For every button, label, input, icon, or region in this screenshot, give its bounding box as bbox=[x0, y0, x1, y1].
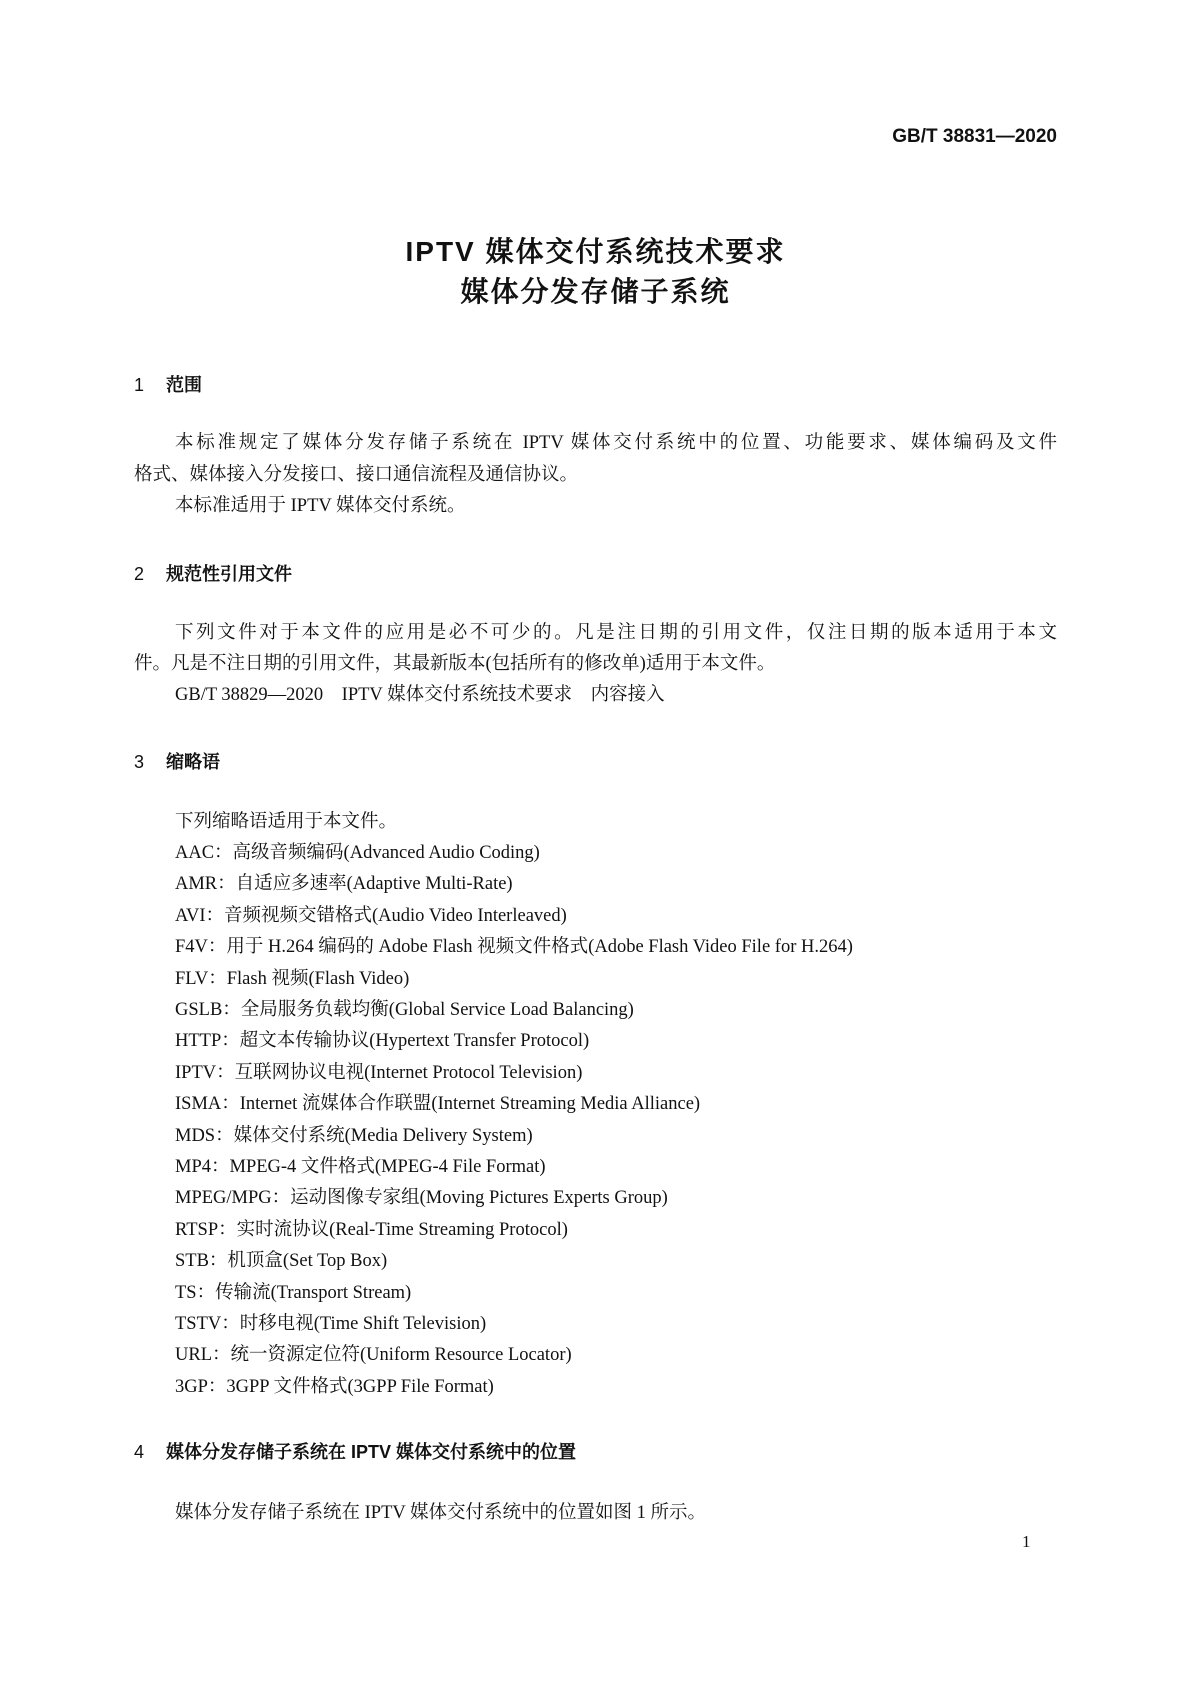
section-number: 3 bbox=[134, 752, 145, 772]
abbreviation-item: RTSP：实时流协议(Real-Time Streaming Protocol) bbox=[175, 1219, 568, 1240]
paragraph-line: 下列文件对于本文件的应用是必不可少的。凡是注日期的引用文件，仅注日期的版本适用于本文 bbox=[175, 623, 1057, 643]
abbreviation-item: MPEG/MPG：运动图像专家组(Moving Pictures Experts Group) bbox=[175, 1188, 668, 1209]
section-number: 1 bbox=[134, 375, 145, 395]
abbreviation-item: MP4：MPEG-4 文件格式(MPEG-4 File Format) bbox=[175, 1157, 546, 1177]
paragraph-line: 本标准规定了媒体分发存储子系统在 IPTV 媒体交付系统中的位置、功能要求、媒体编码及文件 bbox=[175, 433, 1057, 453]
section-heading-1 bbox=[134, 371, 202, 397]
section-heading-2 bbox=[134, 560, 292, 586]
paragraph-line: 本标准适用于 IPTV 媒体交付系统。 bbox=[175, 496, 466, 516]
section-title: 规范性引用文件 bbox=[166, 564, 292, 584]
abbreviation-item: AMR：自适应多速率(Adaptive Multi-Rate) bbox=[175, 874, 513, 895]
abbreviation-item: AVI：音频视频交错格式(Audio Video Interleaved) bbox=[175, 905, 567, 926]
abbreviation-item: F4V：用于 H.264 编码的 Adobe Flash 视频文件格式(Adobe Flash Video File for H.264) bbox=[175, 937, 853, 958]
document-title: IPTV 媒体交付系统技术要求 bbox=[405, 236, 786, 267]
paragraph-line: 媒体分发存储子系统在 IPTV 媒体交付系统中的位置如图 1 所示。 bbox=[175, 1503, 707, 1523]
section-title: 媒体分发存储子系统在 IPTV 媒体交付系统中的位置 bbox=[166, 1442, 577, 1462]
abbreviation-item: ISMA：Internet 流媒体合作联盟(Internet Streaming Media Alliance) bbox=[175, 1094, 701, 1115]
document-subtitle: 媒体分发存储子系统 bbox=[460, 276, 731, 307]
abbreviation-item: IPTV：互联网协议电视(Internet Protocol Television) bbox=[175, 1062, 583, 1083]
page-number: 1 bbox=[1022, 1532, 1031, 1551]
section-heading-4 bbox=[134, 1438, 576, 1464]
section-title: 缩略语 bbox=[166, 752, 220, 772]
section-number: 4 bbox=[134, 1442, 145, 1462]
abbreviation-item: TSTV：时移电视(Time Shift Television) bbox=[175, 1314, 487, 1334]
section-title: 范围 bbox=[166, 375, 202, 395]
abbreviation-item: STB：机顶盒(Set Top Box) bbox=[175, 1251, 388, 1272]
abbreviation-item: FLV：Flash 视频(Flash Video) bbox=[175, 968, 410, 989]
abbreviations-intro: 下列缩略语适用于本文件。 bbox=[175, 812, 398, 832]
paragraph-line: 格式、媒体接入分发接口、接口通信流程及通信协议。 bbox=[134, 465, 579, 485]
abbreviation-item: AAC：高级音频编码(Advanced Audio Coding) bbox=[175, 843, 540, 863]
abbreviation-item: TS：传输流(Transport Stream) bbox=[175, 1282, 412, 1303]
standard-number: GB/T 38831—2020 bbox=[892, 126, 1057, 147]
abbreviation-item: GSLB：全局服务负载均衡(Global Service Load Balancing) bbox=[175, 1000, 634, 1020]
normative-reference: GB/T 38829—2020 IPTV 媒体交付系统技术要求 内容接入 bbox=[175, 685, 665, 705]
abbreviation-item: MDS：媒体交付系统(Media Delivery System) bbox=[175, 1125, 533, 1146]
section-heading-3 bbox=[134, 748, 220, 774]
abbreviation-item: 3GP：3GPP 文件格式(3GPP File Format) bbox=[175, 1376, 494, 1397]
section-number: 2 bbox=[134, 564, 145, 584]
paragraph-line: 件。凡是不注日期的引用文件，其最新版本(包括所有的修改单)适用于本文件。 bbox=[134, 654, 776, 674]
abbreviation-item: URL：统一资源定位符(Uniform Resource Locator) bbox=[175, 1345, 572, 1366]
abbreviation-item: HTTP：超文本传输协议(Hypertext Transfer Protocol) bbox=[175, 1031, 590, 1052]
